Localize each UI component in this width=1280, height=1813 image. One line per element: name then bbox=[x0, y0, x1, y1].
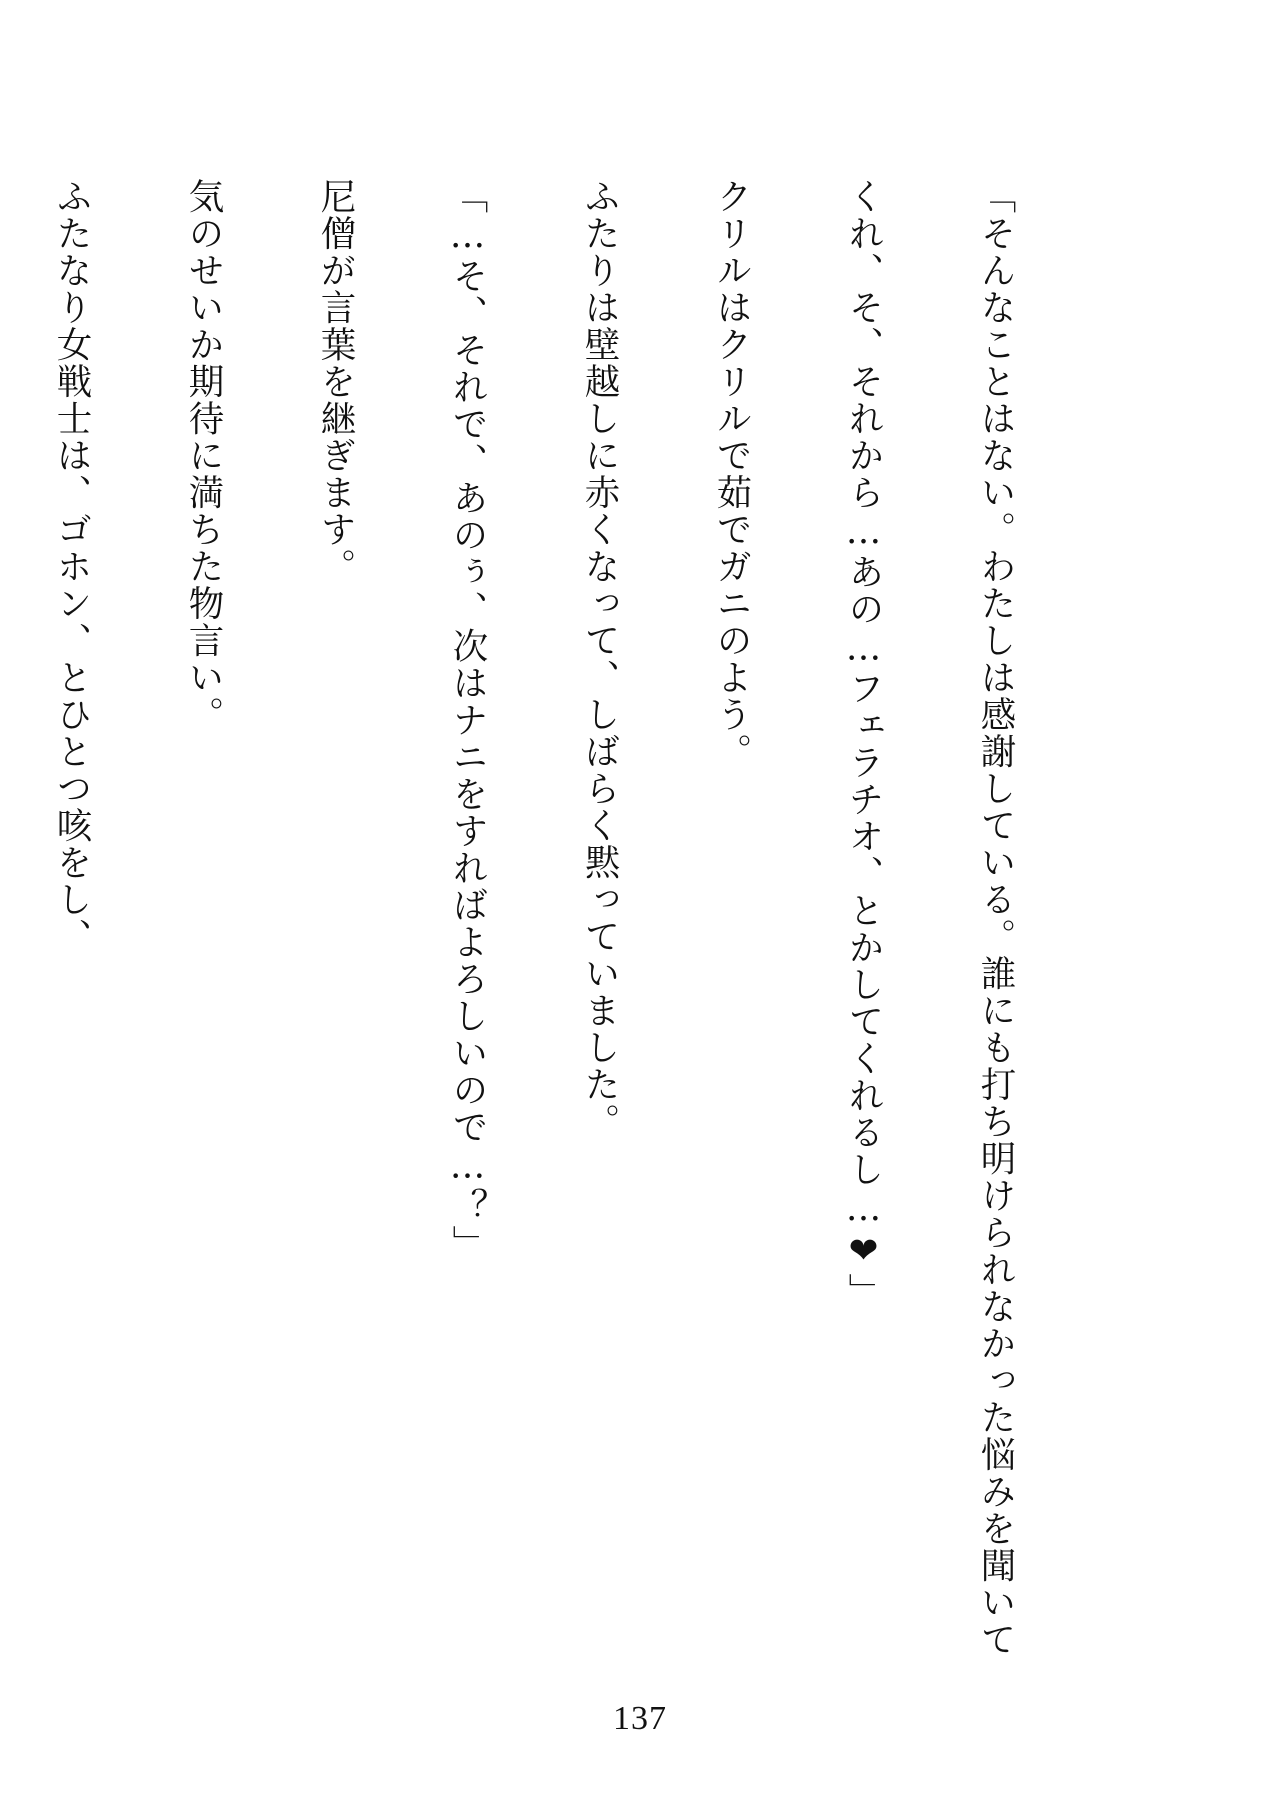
text-line: ふたなり女戦士は、ゴホン、とひとつ咳をし、 bbox=[51, 178, 92, 955]
text-line: 「…そ、それで、あのぅ、次はナニをすればよろしいので…？」 bbox=[447, 178, 488, 1262]
text-line: 「そんなことはない。わたしは感謝している。誰にも打ち明けられなかった悩みを聞いて bbox=[975, 178, 1016, 1658]
vertical-text-block bbox=[0, 178, 1105, 1658]
text-line: 尼僧が言葉を継ぎます。 bbox=[315, 178, 356, 585]
text-line: クリルはクリルで茹でガニのよう。 bbox=[711, 178, 752, 770]
text-line: 気のせいか期待に満ちた物言い。 bbox=[183, 178, 224, 733]
text-line: ふたりは壁越しに赤くなって、しばらく黙っていました。 bbox=[579, 178, 620, 1140]
page-number: 137 bbox=[613, 1700, 667, 1737]
text-line: くれ、そ、それから…あの…フェラチオ、とかしてくれるし…❤」 bbox=[843, 178, 884, 1310]
